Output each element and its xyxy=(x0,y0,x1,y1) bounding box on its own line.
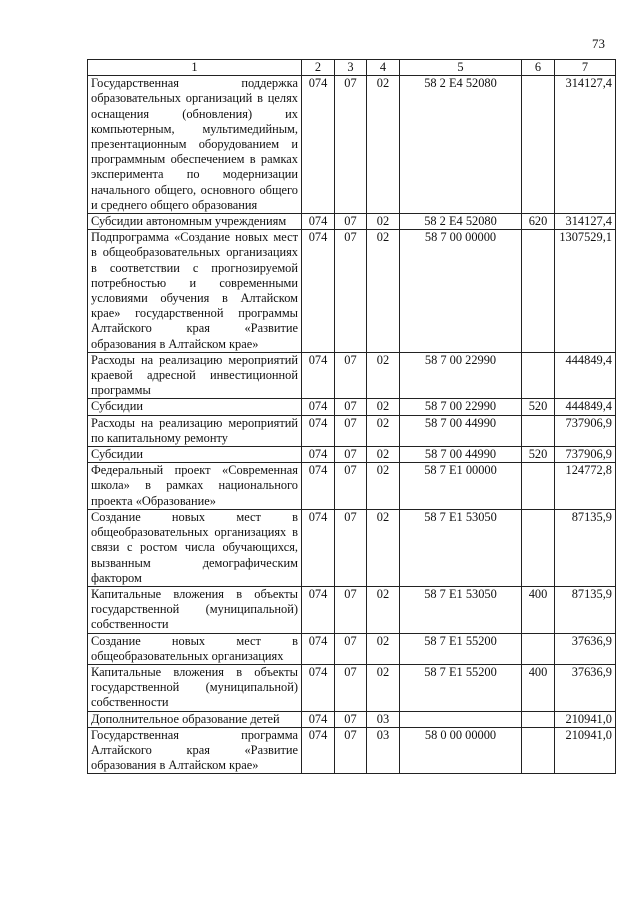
expense-type-cell: 620 xyxy=(522,214,555,230)
section-code-cell: 07 xyxy=(335,214,367,230)
expense-type-cell: 520 xyxy=(522,447,555,463)
subsection-code-cell: 02 xyxy=(367,352,400,399)
ministry-code-cell: 074 xyxy=(302,664,335,711)
subsection-code-cell: 02 xyxy=(367,586,400,633)
table-row xyxy=(88,76,616,214)
expense-type-cell xyxy=(522,509,555,586)
expense-type-cell xyxy=(522,76,555,214)
table-row xyxy=(88,727,616,774)
ministry-code-cell: 074 xyxy=(302,727,335,774)
ministry-code-cell: 074 xyxy=(302,399,335,415)
ministry-code-cell: 074 xyxy=(302,586,335,633)
amount-cell: 444849,4 xyxy=(555,352,616,399)
column-header: 6 xyxy=(522,60,555,76)
expense-type-cell xyxy=(522,230,555,353)
ministry-code-cell: 074 xyxy=(302,415,335,446)
target-article-cell: 58 7 Е1 55200 xyxy=(400,633,522,664)
ministry-code-cell: 074 xyxy=(302,633,335,664)
subsection-code-cell: 03 xyxy=(367,711,400,727)
table-row xyxy=(88,352,616,399)
target-article-cell: 58 2 Е4 52080 xyxy=(400,214,522,230)
section-code-cell: 07 xyxy=(335,509,367,586)
target-article-cell: 58 7 Е1 53050 xyxy=(400,509,522,586)
table-row xyxy=(88,711,616,727)
subsection-code-cell: 02 xyxy=(367,76,400,214)
ministry-code-cell: 074 xyxy=(302,352,335,399)
subsection-code-cell: 02 xyxy=(367,463,400,510)
section-code-cell: 07 xyxy=(335,415,367,446)
subsection-code-cell: 02 xyxy=(367,664,400,711)
subsection-code-cell: 02 xyxy=(367,415,400,446)
target-article-cell: 58 7 Е1 55200 xyxy=(400,664,522,711)
ministry-code-cell: 074 xyxy=(302,711,335,727)
target-article-cell: 58 0 00 00000 xyxy=(400,727,522,774)
column-header: 5 xyxy=(400,60,522,76)
amount-cell: 87135,9 xyxy=(555,509,616,586)
table-row xyxy=(88,415,616,446)
row-name-cell: Создание новых мест в общеобразовательных организациях xyxy=(88,633,302,664)
ministry-code-cell: 074 xyxy=(302,463,335,510)
section-code-cell: 07 xyxy=(335,586,367,633)
amount-cell: 737906,9 xyxy=(555,415,616,446)
row-name-cell: Государственная поддержка образовательных организаций в целях оснащения (обновления) их компьютерным, мультимедийным, презентационным оборудованием и программным обеспечением в рамках эксперимента по модернизации начального общего, основного общего и среднего общего образования xyxy=(88,76,302,214)
ministry-code-cell: 074 xyxy=(302,509,335,586)
expense-type-cell xyxy=(522,633,555,664)
row-name-cell: Дополнительное образование детей xyxy=(88,711,302,727)
row-name-cell: Расходы на реализацию мероприятий по капитальному ремонту xyxy=(88,415,302,446)
target-article-cell: 58 2 Е4 52080 xyxy=(400,76,522,214)
expense-type-cell xyxy=(522,352,555,399)
ministry-code-cell: 074 xyxy=(302,230,335,353)
expense-type-cell xyxy=(522,727,555,774)
table-row xyxy=(88,633,616,664)
row-name-cell: Капитальные вложения в объекты государственной (муниципальной) собственности xyxy=(88,586,302,633)
target-article-cell: 58 7 00 22990 xyxy=(400,352,522,399)
subsection-code-cell: 02 xyxy=(367,447,400,463)
expense-type-cell: 400 xyxy=(522,586,555,633)
amount-cell: 1307529,1 xyxy=(555,230,616,353)
table-row xyxy=(88,463,616,510)
subsection-code-cell: 02 xyxy=(367,230,400,353)
section-code-cell: 07 xyxy=(335,711,367,727)
expense-type-cell xyxy=(522,463,555,510)
table-row xyxy=(88,664,616,711)
page-number: 73 xyxy=(592,36,605,51)
subsection-code-cell: 02 xyxy=(367,509,400,586)
section-code-cell: 07 xyxy=(335,463,367,510)
subsection-code-cell: 02 xyxy=(367,399,400,415)
target-article-cell: 58 7 00 44990 xyxy=(400,415,522,446)
column-header: 2 xyxy=(302,60,335,76)
target-article-cell: 58 7 00 00000 xyxy=(400,230,522,353)
column-header: 4 xyxy=(367,60,400,76)
row-name-cell: Расходы на реализацию мероприятий краевой адресной инвестиционной программы xyxy=(88,352,302,399)
subsection-code-cell: 03 xyxy=(367,727,400,774)
table-row xyxy=(88,230,616,353)
amount-cell: 314127,4 xyxy=(555,214,616,230)
table-row xyxy=(88,509,616,586)
target-article-cell xyxy=(400,711,522,727)
amount-cell: 314127,4 xyxy=(555,76,616,214)
expense-type-cell xyxy=(522,711,555,727)
amount-cell: 37636,9 xyxy=(555,633,616,664)
table-row xyxy=(88,399,616,415)
amount-cell: 124772,8 xyxy=(555,463,616,510)
table-row xyxy=(88,586,616,633)
target-article-cell: 58 7 Е1 00000 xyxy=(400,463,522,510)
ministry-code-cell: 074 xyxy=(302,76,335,214)
column-header: 7 xyxy=(555,60,616,76)
section-code-cell: 07 xyxy=(335,352,367,399)
ministry-code-cell: 074 xyxy=(302,214,335,230)
subsection-code-cell: 02 xyxy=(367,633,400,664)
column-header: 1 xyxy=(88,60,302,76)
section-code-cell: 07 xyxy=(335,727,367,774)
budget-table xyxy=(87,59,616,774)
section-code-cell: 07 xyxy=(335,664,367,711)
amount-cell: 210941,0 xyxy=(555,711,616,727)
amount-cell: 210941,0 xyxy=(555,727,616,774)
subsection-code-cell: 02 xyxy=(367,214,400,230)
amount-cell: 737906,9 xyxy=(555,447,616,463)
section-code-cell: 07 xyxy=(335,447,367,463)
row-name-cell: Капитальные вложения в объекты государственной (муниципальной) собственности xyxy=(88,664,302,711)
section-code-cell: 07 xyxy=(335,399,367,415)
row-name-cell: Государственная программа Алтайского края «Развитие образования в Алтайском крае» xyxy=(88,727,302,774)
row-name-cell: Создание новых мест в общеобразовательных организациях в связи с ростом числа обучающихся, вызванным демографическим фактором xyxy=(88,509,302,586)
row-name-cell: Субсидии xyxy=(88,447,302,463)
row-name-cell: Подпрограмма «Создание новых мест в общеобразовательных организациях в соответствии с прогнозируемой потребностью и современными условиями обучения в Алтайском крае» государственной программы Алтайского края «Развитие образования в Алтайском крае» xyxy=(88,230,302,353)
table-header-row xyxy=(88,60,616,76)
row-name-cell: Субсидии автономным учреждениям xyxy=(88,214,302,230)
section-code-cell: 07 xyxy=(335,230,367,353)
expense-type-cell: 520 xyxy=(522,399,555,415)
target-article-cell: 58 7 Е1 53050 xyxy=(400,586,522,633)
target-article-cell: 58 7 00 22990 xyxy=(400,399,522,415)
section-code-cell: 07 xyxy=(335,76,367,214)
table-row xyxy=(88,447,616,463)
row-name-cell: Федеральный проект «Современная школа» в рамках национального проекта «Образование» xyxy=(88,463,302,510)
amount-cell: 444849,4 xyxy=(555,399,616,415)
amount-cell: 87135,9 xyxy=(555,586,616,633)
ministry-code-cell: 074 xyxy=(302,447,335,463)
amount-cell: 37636,9 xyxy=(555,664,616,711)
expense-type-cell: 400 xyxy=(522,664,555,711)
target-article-cell: 58 7 00 44990 xyxy=(400,447,522,463)
expense-type-cell xyxy=(522,415,555,446)
section-code-cell: 07 xyxy=(335,633,367,664)
row-name-cell: Субсидии xyxy=(88,399,302,415)
column-header: 3 xyxy=(335,60,367,76)
table-row xyxy=(88,214,616,230)
